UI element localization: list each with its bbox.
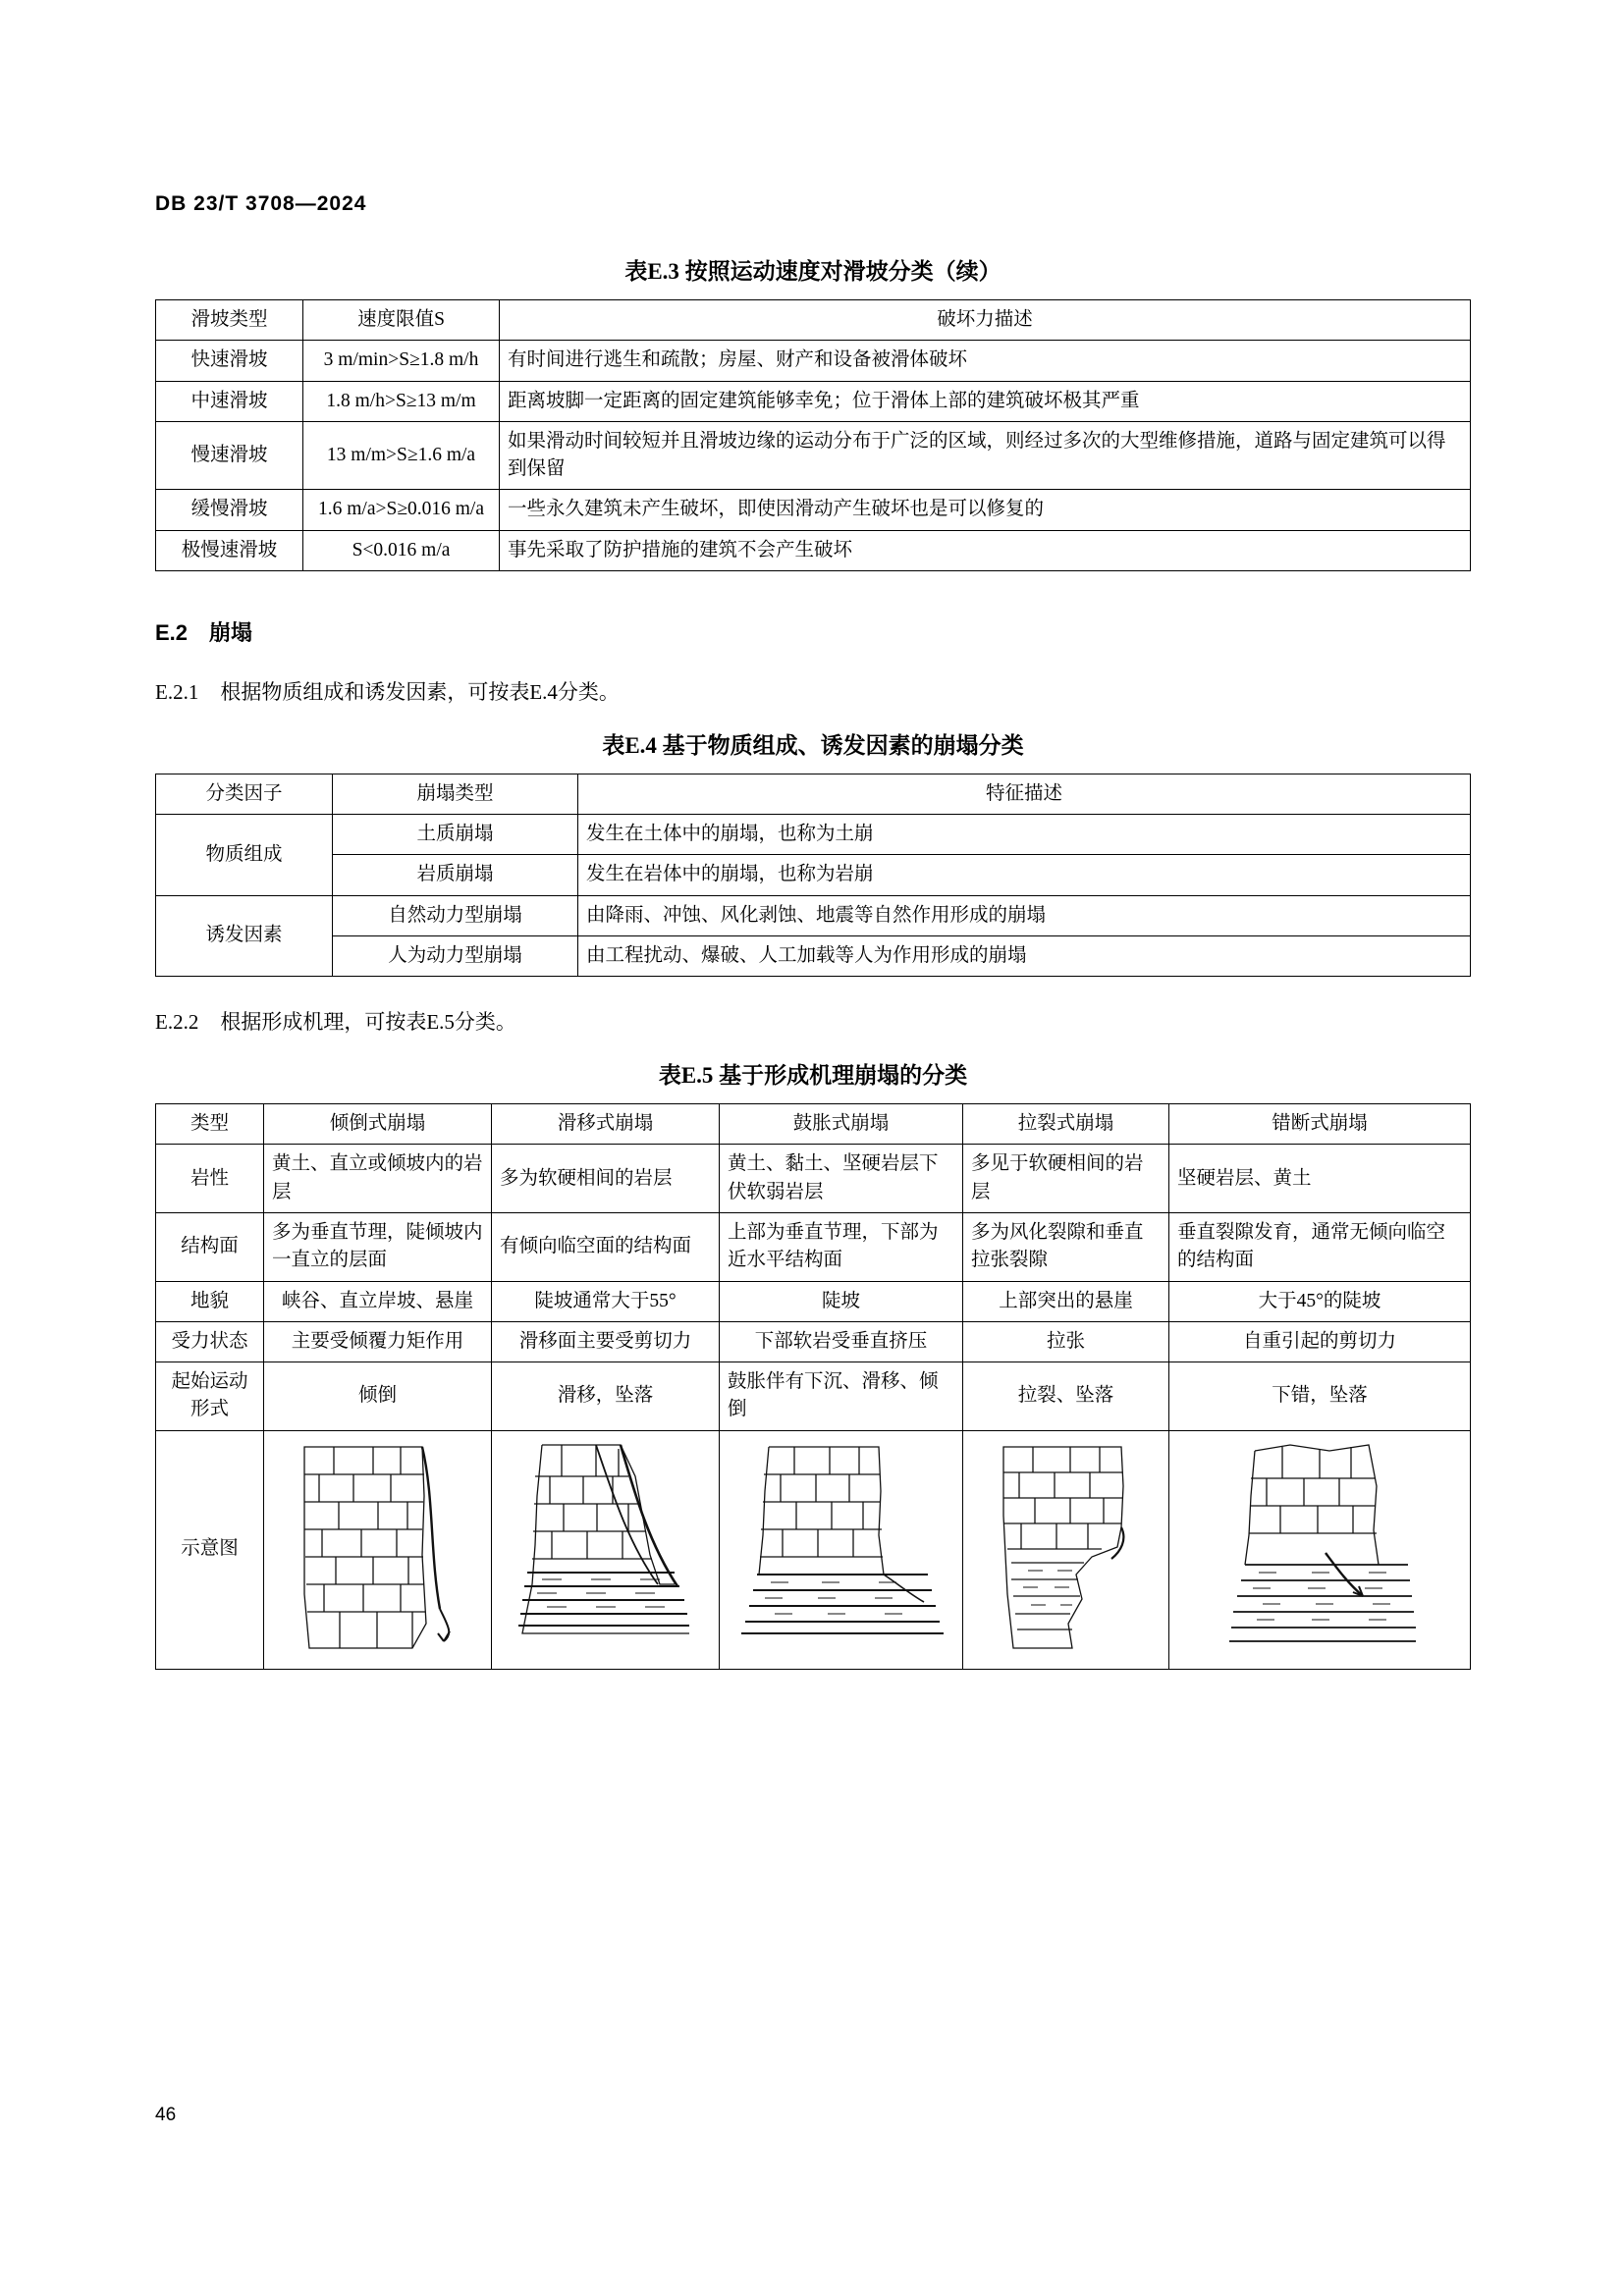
table-e5-caption: 表E.5 基于形成机理崩塌的分类	[658, 1063, 968, 1089]
table-e5-cell: 黄土、直立或倾坡内的岩层	[264, 1145, 492, 1213]
table-row	[156, 935, 1471, 976]
table-e5-cell: 多为风化裂隙和垂直拉张裂隙	[963, 1212, 1169, 1281]
table-e5	[155, 1103, 1471, 1669]
table-e5-cell: 有倾向临空面的结构面	[492, 1212, 720, 1281]
table-e5-cell: 黄土、黏土、坚硬岩层下伏软弱岩层	[720, 1145, 963, 1213]
table-e4	[155, 774, 1471, 977]
paragraph-text: 根据形成机理，可按表E.5分类。	[220, 1010, 516, 1035]
table-e5-row-label: 地貌	[156, 1281, 264, 1321]
table-row	[156, 1430, 1471, 1669]
table-e4-header-cell: 分类因子	[156, 774, 333, 814]
table-e4-header-cell: 特征描述	[578, 774, 1471, 814]
table-row	[156, 490, 1471, 530]
table-e4-group-label: 诱发因素	[156, 895, 333, 977]
table-e5-cell: 峡谷、直立岸坡、悬崖	[264, 1281, 492, 1321]
paragraph-e21	[155, 676, 1471, 706]
table-e3-caption: 表E.3 按照运动速度对滑坡分类（续）	[624, 259, 1001, 284]
table-row	[156, 1145, 1471, 1213]
table-e4-caption: 表E.4 基于物质组成、诱发因素的崩塌分类	[602, 732, 1024, 758]
table-e4-cell: 自然动力型崩塌	[333, 895, 578, 935]
table-e5-row-label: 起始运动形式	[156, 1362, 264, 1431]
table-row	[156, 855, 1471, 895]
table-e5-cell: 坚硬岩层、黄土	[1169, 1145, 1471, 1213]
table-e3-cell: 3 m/min>S≥1.8 m/h	[303, 341, 500, 381]
table-e5-header-cell: 鼓胀式崩塌	[720, 1104, 963, 1145]
page-header: DB 23/T 3708—2024	[155, 192, 367, 215]
table-e3-cell: 距离坡脚一定距离的固定建筑能够幸免；位于滑体上部的建筑破坏极其严重	[500, 381, 1471, 421]
table-e4-cell: 由工程扰动、爆破、人工加载等人为作用形成的崩塌	[578, 935, 1471, 976]
table-e3-cell: 1.8 m/h>S≥13 m/m	[303, 381, 500, 421]
table-e5-cell: 下错，坠落	[1169, 1362, 1471, 1431]
table-row	[156, 300, 1471, 341]
table-e5-cell: 主要受倾覆力矩作用	[264, 1321, 492, 1362]
table-e4-cell: 人为动力型崩塌	[333, 935, 578, 976]
paragraph-number: E.2.2	[155, 1010, 199, 1035]
table-e3-cell: 13 m/m>S≥1.6 m/a	[303, 421, 500, 490]
table-row	[156, 341, 1471, 381]
table-e5-cell: 上部突出的悬崖	[963, 1281, 1169, 1321]
table-e5-cell: 垂直裂隙发育，通常无倾向临空的结构面	[1169, 1212, 1471, 1281]
table-e3-cell: 1.6 m/a>S≥0.016 m/a	[303, 490, 500, 530]
table-e5-cell: 陡坡	[720, 1281, 963, 1321]
table-e5-cell: 上部为垂直节理，下部为近水平结构面	[720, 1212, 963, 1281]
table-row	[156, 895, 1471, 935]
table-e3-cell: 中速滑坡	[156, 381, 303, 421]
table-e3-cell: 极慢速滑坡	[156, 530, 303, 570]
table-e3-cell: 慢速滑坡	[156, 421, 303, 490]
table-e3	[155, 299, 1471, 571]
page-content	[155, 236, 1471, 1670]
table-e5-header-cell: 错断式崩塌	[1169, 1104, 1471, 1145]
table-e3-cell: 事先采取了防护措施的建筑不会产生破坏	[500, 530, 1471, 570]
table-e5-cell: 滑移面主要受剪切力	[492, 1321, 720, 1362]
table-e5-cell: 倾倒	[264, 1362, 492, 1431]
table-e3-cell: 一些永久建筑未产生破坏，即使因滑动产生破坏也是可以修复的	[500, 490, 1471, 530]
section-title: 崩塌	[209, 619, 253, 645]
page-number: 46	[155, 2105, 177, 2125]
table-row	[156, 1362, 1471, 1431]
table-e5-header-cell: 类型	[156, 1104, 264, 1145]
section-number: E.2	[155, 619, 189, 645]
table-e5-cell: 拉裂、坠落	[963, 1362, 1169, 1431]
table-row	[156, 1281, 1471, 1321]
table-e5-header-cell: 拉裂式崩塌	[963, 1104, 1169, 1145]
paragraph-text: 根据物质组成和诱发因素，可按表E.4分类。	[220, 679, 620, 704]
table-e5-cell: 大于45°的陡坡	[1169, 1281, 1471, 1321]
table-e5-header-cell: 倾倒式崩塌	[264, 1104, 492, 1145]
table-row	[156, 1212, 1471, 1281]
table-e5-cell: 多见于软硬相间的岩层	[963, 1145, 1169, 1213]
table-e3-header-cell: 速度限值S	[303, 300, 500, 341]
section-heading-e2	[155, 616, 1471, 647]
sliding-collapse-diagram	[492, 1430, 720, 1669]
table-e5-row-label: 受力状态	[156, 1321, 264, 1362]
table-e4-header-cell: 崩塌类型	[333, 774, 578, 814]
table-e3-header-cell: 滑坡类型	[156, 300, 303, 341]
tension-crack-collapse-diagram	[963, 1430, 1169, 1669]
table-e4-group-label: 物质组成	[156, 815, 333, 896]
table-row	[156, 381, 1471, 421]
table-row	[156, 774, 1471, 814]
bulging-collapse-diagram	[720, 1430, 963, 1669]
table-e5-cell: 滑移，坠落	[492, 1362, 720, 1431]
table-e5-cell: 自重引起的剪切力	[1169, 1321, 1471, 1362]
table-row	[156, 1321, 1471, 1362]
paragraph-e22	[155, 1006, 1471, 1036]
shearing-collapse-diagram	[1169, 1430, 1471, 1669]
table-e3-header-cell: 破坏力描述	[500, 300, 1471, 341]
table-e5-row-label: 岩性	[156, 1145, 264, 1213]
paragraph-number: E.2.1	[155, 679, 199, 704]
table-e4-cell: 岩质崩塌	[333, 855, 578, 895]
table-e5-header-cell: 滑移式崩塌	[492, 1104, 720, 1145]
table-row	[156, 1104, 1471, 1145]
table-row	[156, 530, 1471, 570]
table-e5-cell: 多为垂直节理，陡倾坡内一直立的层面	[264, 1212, 492, 1281]
table-e5-cell: 拉张	[963, 1321, 1169, 1362]
table-e5-row-label: 结构面	[156, 1212, 264, 1281]
table-e3-cell: 有时间进行逃生和疏散；房屋、财产和设备被滑体破坏	[500, 341, 1471, 381]
table-e4-cell: 土质崩塌	[333, 815, 578, 855]
toppling-collapse-diagram	[264, 1430, 492, 1669]
table-row	[156, 421, 1471, 490]
table-e4-cell: 发生在岩体中的崩塌，也称为岩崩	[578, 855, 1471, 895]
table-row	[156, 815, 1471, 855]
table-e5-cell: 鼓胀伴有下沉、滑移、倾倒	[720, 1362, 963, 1431]
table-e4-cell: 由降雨、冲蚀、风化剥蚀、地震等自然作用形成的崩塌	[578, 895, 1471, 935]
table-e3-cell: 如果滑动时间较短并且滑坡边缘的运动分布于广泛的区域，则经过多次的大型维修措施，道路与固定建筑可以得到保留	[500, 421, 1471, 490]
table-e4-cell: 发生在土体中的崩塌，也称为土崩	[578, 815, 1471, 855]
table-e3-cell: S<0.016 m/a	[303, 530, 500, 570]
table-e5-cell: 多为软硬相间的岩层	[492, 1145, 720, 1213]
table-e5-cell: 陡坡通常大于55°	[492, 1281, 720, 1321]
table-e5-row-label: 示意图	[156, 1430, 264, 1669]
table-e5-cell: 下部软岩受垂直挤压	[720, 1321, 963, 1362]
table-e3-cell: 快速滑坡	[156, 341, 303, 381]
table-e3-cell: 缓慢滑坡	[156, 490, 303, 530]
